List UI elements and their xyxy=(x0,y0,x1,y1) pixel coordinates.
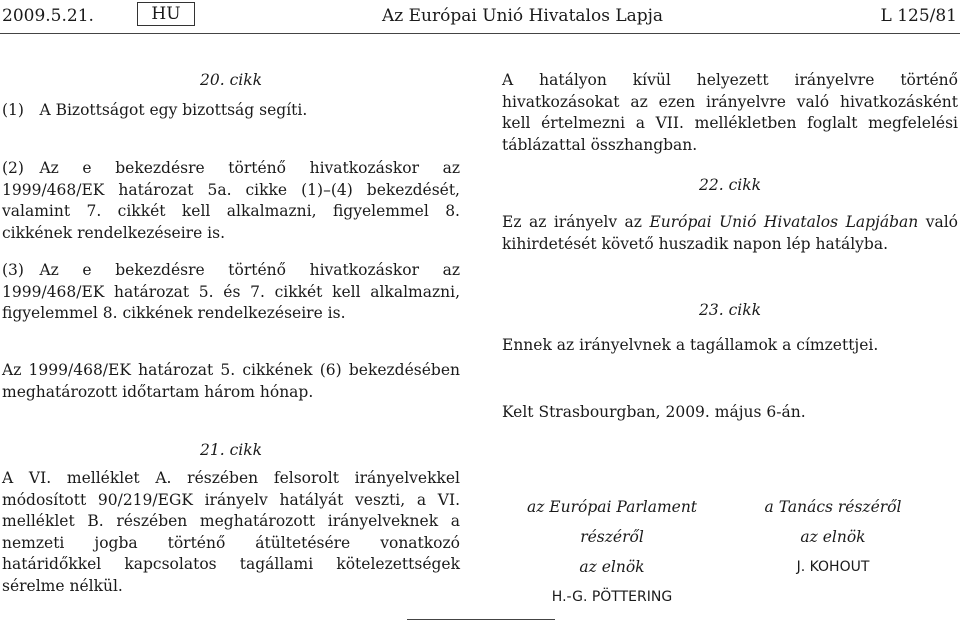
article-20-paragraph-2: (2) Az e bekezdésre történő hivatkozáskor az 1999/468/EK határozat 5a. cikke (1)–(4) bekezdését, valamint 7. cikkét kell alkalmazni, figyelemmel 8. cikkének rendelkezéseire is. xyxy=(2,159,460,242)
article-23-text: Ennek az irányelvnek a tagállamok a címzettjei. xyxy=(502,336,879,354)
article-21-title: 21. cikk xyxy=(200,441,262,459)
page-number: L 125/81 xyxy=(880,6,957,26)
page-header xyxy=(0,0,960,40)
article-22-text xyxy=(502,212,958,255)
article-20-title: 20. cikk xyxy=(200,71,262,89)
repeal-reference-text: A hatályon kívül helyezett irányelvre történő hivatkozásokat az ezen irányelvre való hivatkozásként kell értelmezni a VII. mellékletben foglalt megfelelési táblázattal összhangban. xyxy=(502,71,958,154)
council-role: az elnök xyxy=(800,528,866,546)
article-20-paragraph-3: (3) Az e bekezdésre történő hivatkozáskor az 1999/468/EK határozat 5. és 7. cikkét kell alkalmazni, figyelemmel 8. cikkének rendelkezéseire is. xyxy=(2,261,460,322)
council-signatory: J. KOHOUT xyxy=(796,559,870,575)
journal-title: Az Európai Unió Hivatalos Lapja xyxy=(382,6,664,26)
journal-name-italic: Európai Unió Hivatalos Lapjában xyxy=(649,213,919,231)
article-22-text-a: Ez az irányelv az xyxy=(502,213,650,231)
header-rule xyxy=(0,33,960,34)
parliament-for: az Európai Parlament részéről xyxy=(526,498,698,546)
parliament-signatory: H.-G. PÖTTERING xyxy=(551,589,673,605)
place-and-date: Kelt Strasbourgban, 2009. május 6-án. xyxy=(502,403,806,421)
article-20-paragraph-4: Az 1999/468/EK határozat 5. cikkének (6) bekezdésében meghatározott időtartam három hónap. xyxy=(2,361,460,401)
header-date: 2009.5.21. xyxy=(2,6,94,26)
signature-council xyxy=(750,492,916,582)
article-20-paragraph-1: (1) A Bizottságot egy bizottság segíti. xyxy=(2,101,308,119)
parliament-role: az elnök xyxy=(579,558,645,576)
language-badge: HU xyxy=(137,2,195,26)
article-22-text-c: való kihirdetését követő huszadik napon lép hatályba. xyxy=(502,213,959,253)
article-23-title: 23. cikk xyxy=(699,301,761,319)
article-21-text: A VI. melléklet A. részében felsorolt irányelvekkel módosított 90/219/EGK irányelv hatályát veszti, a VI. melléklet B. részében meghatározott irányelveknek a nemzeti jogba történő átültetésére vonatkozó határidőkkel kapcsolatos tagállami kötelezettségek sérelme nélkül. xyxy=(2,469,460,595)
council-for: a Tanács részéről xyxy=(764,498,902,516)
footer-rule xyxy=(407,619,555,620)
article-22-title: 22. cikk xyxy=(699,176,761,194)
signature-parliament xyxy=(502,492,722,612)
